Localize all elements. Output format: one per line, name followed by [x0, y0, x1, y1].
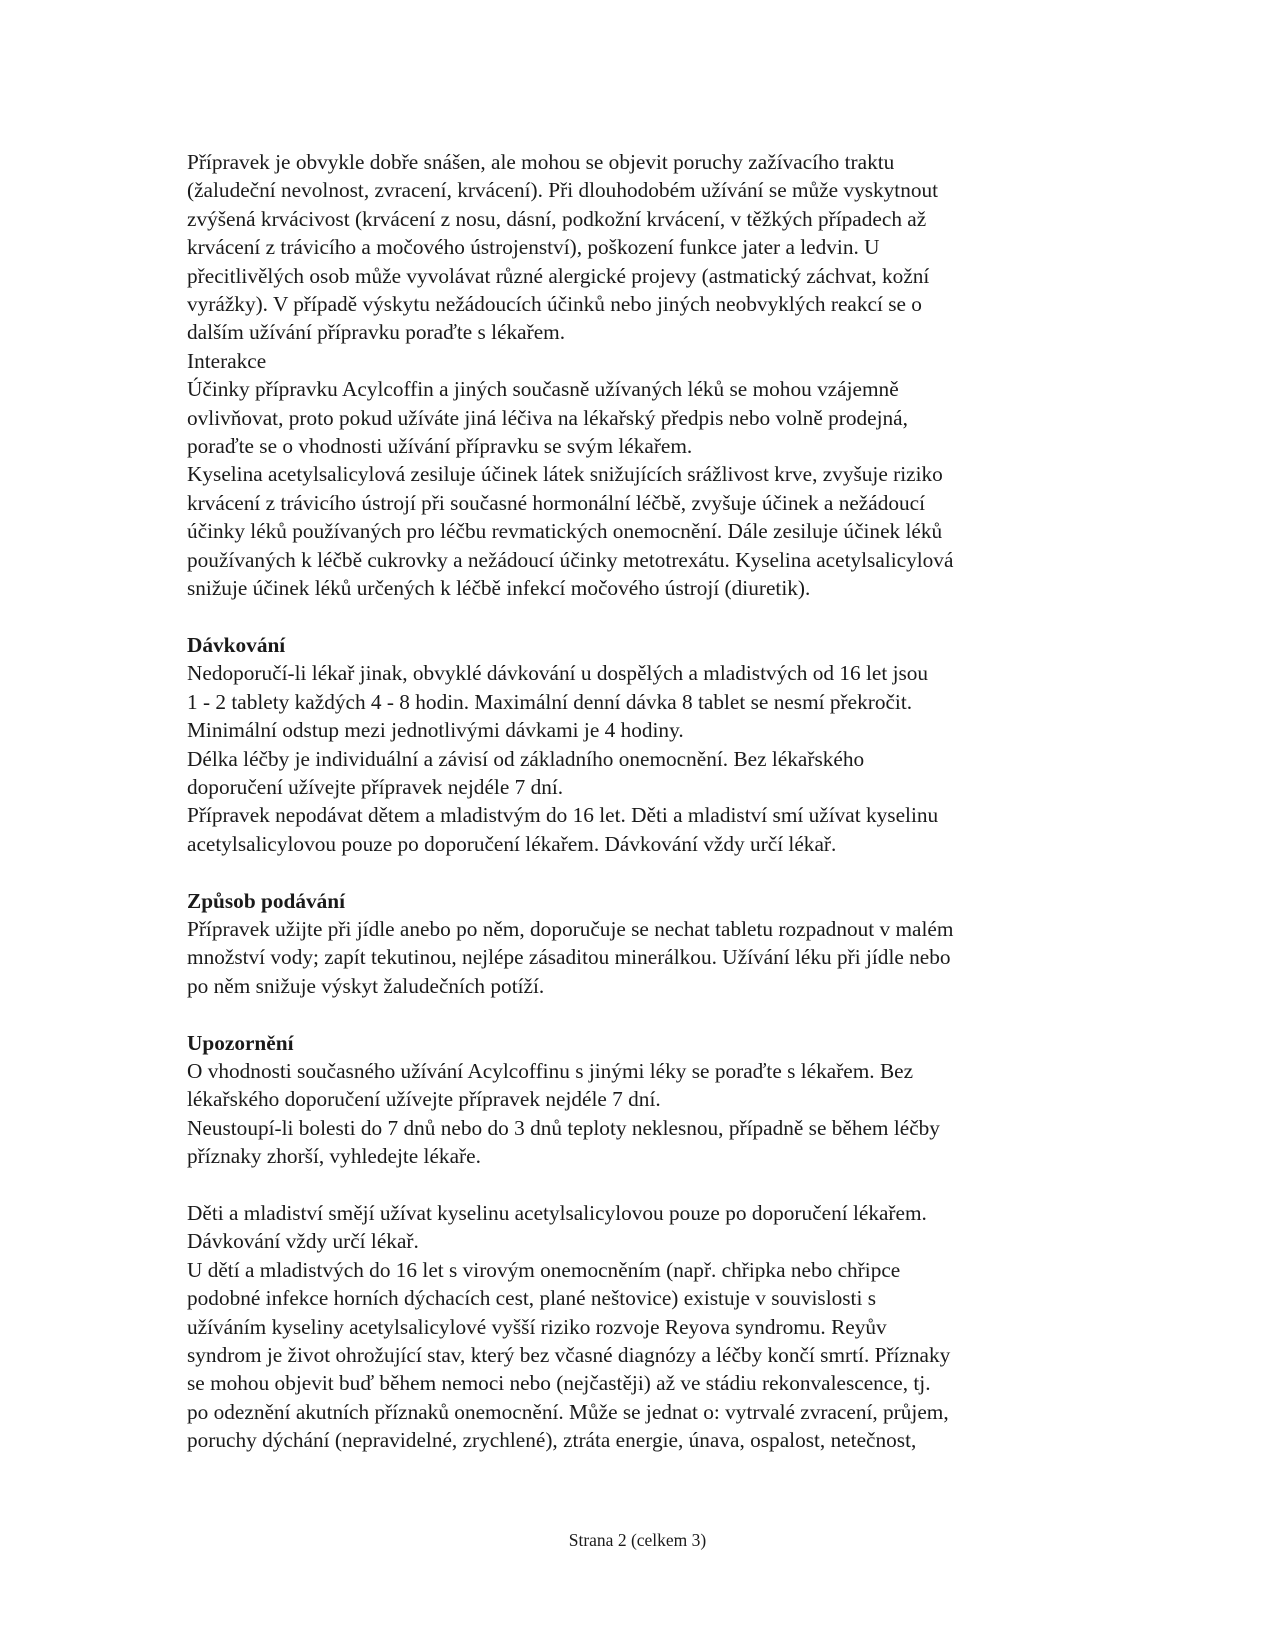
text-line: acetylsalicylovou pouze po doporučení lékařem. Dávkování vždy určí lékař.	[187, 831, 837, 856]
text-line: 1 - 2 tablety každých 4 - 8 hodin. Maximální denní dávka 8 tablet se nesmí překročit.	[187, 689, 913, 714]
text-line: užíváním kyseliny acetylsalicylové vyšší riziko rozvoje Reyova syndromu. Reyův	[187, 1314, 887, 1339]
text-line: množství vody; zapít tekutinou, nejlépe zásaditou minerálkou. Užívání léku při jídle nebo	[187, 945, 951, 970]
text-line: Přípravek užijte při jídle anebo po něm, doporučuje se nechat tabletu rozpadnout v malém	[187, 916, 954, 941]
text-line: O vhodnosti současného užívání Acylcoffinu s jinými léky se poraďte s lékařem. Bez	[187, 1058, 914, 1083]
section-title-interactions: Interakce	[187, 348, 267, 373]
text-line: Dávkování vždy určí lékař.	[187, 1229, 419, 1254]
text-line: účinky léků používaných pro léčbu revmatických onemocnění. Dále zesiluje účinek léků	[187, 519, 943, 544]
text-line: poruchy dýchání (nepravidelné, zrychlené), ztráta energie, únava, ospalost, netečnost,	[187, 1428, 917, 1453]
text-line: po odeznění akutních příznaků onemocnění. Může se jednat o: vytrvalé zvracení, průjem,	[187, 1399, 949, 1424]
paragraph-side-effects	[187, 148, 1087, 347]
paragraph-interactions	[187, 347, 1087, 603]
text-line: používaných k léčbě cukrovky a nežádoucí účinky metotrexátu. Kyselina acetylsalicylová	[187, 547, 954, 572]
text-line: Délka léčby je individuální a závisí od základního onemocnění. Bez lékařského	[187, 746, 865, 771]
text-line: poraďte se o vhodnosti užívání přípravku se svým lékařem.	[187, 434, 693, 459]
text-line: podobné infekce horních dýchacích cest, plané neštovice) existuje v souvislosti s	[187, 1286, 876, 1311]
text-line: Neustoupí-li bolesti do 7 dnů nebo do 3 dnů teploty neklesnou, případně se během léčby	[187, 1115, 940, 1140]
text-line: vyrážky). V případě výskytu nežádoucích účinků nebo jiných neobvyklých reakcí se o	[187, 292, 922, 317]
text-line: Přípravek je obvykle dobře snášen, ale mohou se objevit poruchy zažívacího traktu	[187, 150, 895, 174]
text-line: lékařského doporučení užívejte přípravek nejdéle 7 dní.	[187, 1087, 661, 1112]
section-heading-administration: Způsob podávání	[187, 888, 346, 913]
text-line: příznaky zhorší, vyhledejte lékaře.	[187, 1144, 481, 1169]
text-line: dalším užívání přípravku poraďte s lékařem.	[187, 320, 566, 345]
text-line: Minimální odstup mezi jednotlivými dávkami je 4 hodiny.	[187, 718, 684, 743]
section-dosage	[187, 631, 1087, 858]
page-number-label: Strana 2 (celkem 3)	[568, 1530, 707, 1550]
text-line: U dětí a mladistvých do 16 let s virovým onemocněním (např. chřipka nebo chřipce	[187, 1257, 901, 1282]
spacer	[187, 1171, 1087, 1199]
text-line: zvýšená krvácivost (krvácení z nosu, dásní, podkožní krvácení, v těžkých případech až	[187, 206, 927, 231]
section-heading-warning: Upozornění	[187, 1030, 294, 1055]
text-line: po něm snižuje výskyt žaludečních potíží.	[187, 973, 545, 998]
text-line: doporučení užívejte přípravek nejdéle 7 dní.	[187, 774, 564, 799]
document-body	[187, 148, 1087, 1455]
text-line: Děti a mladiství smějí užívat kyselinu acetylsalicylovou pouze po doporučení lékařem.	[187, 1200, 927, 1225]
text-line: krvácení z trávicího ústrojí při současné hormonální léčbě, zvyšuje účinek a nežádoucí	[187, 490, 926, 515]
section-administration	[187, 887, 1087, 1001]
spacer	[187, 1000, 1087, 1028]
text-line: syndrom je život ohrožující stav, který bez včasné diagnózy a léčby končí smrtí. Příznaky	[187, 1343, 951, 1367]
text-line: Nedoporučí-li lékař jinak, obvyklé dávkování u dospělých a mladistvých od 16 let jsou	[187, 661, 929, 686]
page-footer	[0, 1529, 1275, 1551]
spacer	[187, 603, 1087, 631]
spacer	[187, 858, 1087, 886]
text-line: Přípravek nepodávat dětem a mladistvým do 16 let. Děti a mladiství smí užívat kyselinu	[187, 803, 939, 828]
text-line: (žaludeční nevolnost, zvracení, krvácení). Při dlouhodobém užívání se může vyskytnout	[187, 178, 939, 203]
section-heading-dosage: Dávkování	[187, 632, 286, 657]
text-line: se mohou objevit buď během nemoci nebo (nejčastěji) až ve stádiu rekonvalescence, tj.	[187, 1371, 931, 1396]
text-line: snižuje účinek léků určených k léčbě infekcí močového ústrojí (diuretik).	[187, 576, 811, 601]
paragraph-reye-syndrome	[187, 1199, 1087, 1455]
text-line: Účinky přípravku Acylcoffin a jiných současně užívaných léků se mohou vzájemně	[187, 377, 899, 402]
text-line: krvácení z trávicího a močového ústrojenství), poškození funkce jater a ledvin. U	[187, 235, 880, 260]
section-warning	[187, 1029, 1087, 1171]
text-line: Kyselina acetylsalicylová zesiluje účinek látek snižujících srážlivost krve, zvyšuje riziko	[187, 462, 943, 487]
text-line: přecitlivělých osob může vyvolávat různé alergické projevy (astmatický záchvat, kožní	[187, 263, 930, 288]
text-line: ovlivňovat, proto pokud užíváte jiná léčiva na lékařský předpis nebo volně prodejná,	[187, 405, 908, 430]
